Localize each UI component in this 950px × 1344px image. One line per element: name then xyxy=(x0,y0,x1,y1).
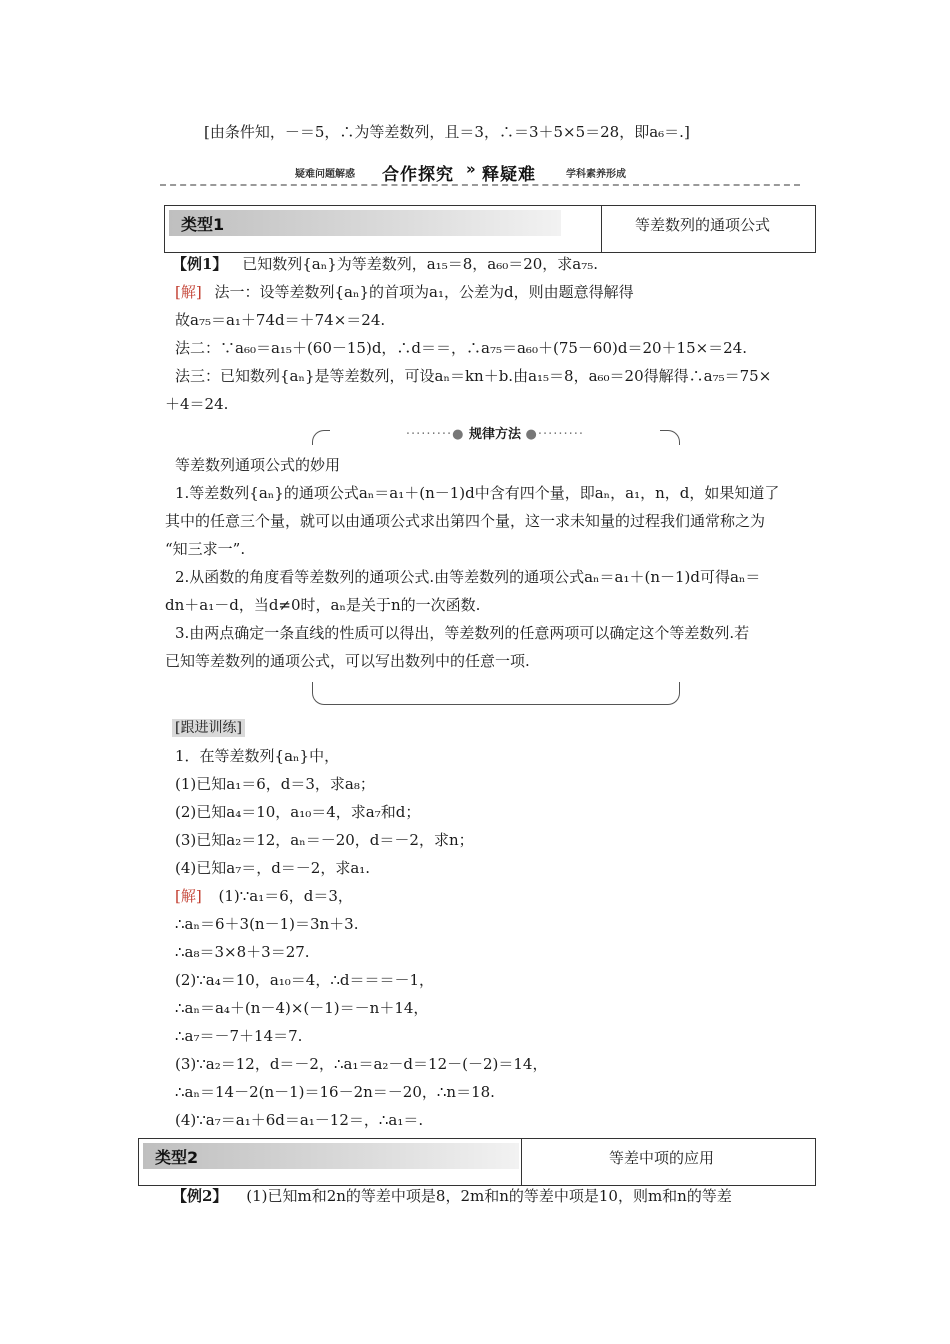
type2-label: 类型2 xyxy=(155,1148,199,1167)
dots-left: ·········● xyxy=(405,427,465,442)
practice-q3: (3)已知a₂＝12，aₙ＝－20，d＝－2，求n； xyxy=(175,831,474,849)
type1-title: 等差数列的通项公式 xyxy=(635,216,771,234)
type2-separator xyxy=(521,1139,522,1185)
header-divider xyxy=(160,184,800,186)
example1-problem-text: 已知数列{aₙ}为等差数列，a₁₅＝8，a₆₀＝20，求a₇₅. xyxy=(242,255,599,273)
example1-line5: ＋4＝24. xyxy=(165,395,229,413)
section-header-band xyxy=(160,160,800,185)
method-heading: 等差数列通项公式的妙用 xyxy=(175,456,341,474)
practice-s7: (3)∵a₂＝12，d＝－2，∴a₁＝a₂－d＝12－(－2)＝14， xyxy=(175,1055,548,1073)
practice-solution-tag: [解] xyxy=(175,887,202,905)
practice-s8: ∴aₙ＝14－2(n－1)＝16－2n＝－20，∴n＝18. xyxy=(175,1083,495,1101)
type1-label: 类型1 xyxy=(181,215,225,234)
type1-separator xyxy=(601,206,602,252)
example1-solution-line1 xyxy=(175,282,634,302)
practice-s9: (4)∵a₇＝a₁＋6d＝a₁－12＝，∴a₁＝. xyxy=(175,1111,424,1129)
example1-line2: 故a₇₅＝a₁＋74d＝＋74×＝24. xyxy=(175,311,386,329)
example1-solution-tag: [解] xyxy=(175,283,202,301)
method-title-bar xyxy=(330,423,660,442)
method-p3-l2: 已知等差数列的通项公式，可以写出数列中的任意一项. xyxy=(165,652,530,670)
practice-intro: 1．在等差数列{aₙ}中， xyxy=(175,747,340,765)
practice-s3: ∴a₈＝3×8＋3＝27. xyxy=(175,943,310,961)
method-p2-l2: dn＋a₁－d，当d≠0时，aₙ是关于n的一次函数. xyxy=(165,596,481,614)
practice-s6: ∴a₇＝－7＋14＝7. xyxy=(175,1027,303,1045)
method-p2-l1: 2.从函数的角度看等差数列的通项公式.由等差数列的通项公式aₙ＝a₁＋(n－1)d可得aₙ＝ xyxy=(175,568,761,586)
practice-q4: (4)已知a₇＝，d＝－2，求a₁. xyxy=(175,859,371,877)
practice-solution-line1 xyxy=(175,886,353,906)
type2-tab xyxy=(143,1143,519,1169)
example1-line1: 法一：设等差数列{aₙ}的首项为a₁，公差为d，则由题意得解得 xyxy=(214,283,634,301)
type2-box xyxy=(138,1138,816,1186)
method-frame-bottom xyxy=(312,682,680,705)
header-right-caption: 学科素养形成 xyxy=(566,169,626,180)
arrow-icon: » xyxy=(466,160,477,178)
example1-line4: 法三：已知数列{aₙ}是等差数列，可设aₙ＝kn＋b.由a₁₅＝8，a₆₀＝20得解得∴a₇₅＝75× xyxy=(175,367,772,385)
example2-text: (1)已知m和2n的等差中项是8，2m和n的等差中项是10，则m和n的等差 xyxy=(246,1187,732,1205)
header-title-right: 释疑难 xyxy=(482,165,536,185)
example1-line3: 法二：∵a₆₀＝a₁₅＋(60－15)d，∴d＝＝，∴a₇₅＝a₆₀＋(75－60)d＝20＋15×＝24. xyxy=(175,339,748,357)
practice-s2: ∴aₙ＝6＋3(n－1)＝3n＋3. xyxy=(175,915,359,933)
method-p1-l3: “知三求一”. xyxy=(165,540,246,558)
practice-s5: ∴aₙ＝a₄＋(n－4)×(－1)＝－n＋14， xyxy=(175,999,429,1017)
header-title-left: 合作探究 xyxy=(382,165,454,185)
example2-line xyxy=(172,1186,732,1206)
type2-title: 等差中项的应用 xyxy=(609,1149,715,1167)
method-p3-l1: 3.由两点确定一条直线的性质可以得出，等差数列的任意两项可以确定这个等差数列.若 xyxy=(175,624,750,642)
method-p1-l2: 其中的任意三个量，就可以由通项公式求出第四个量，这一求未知量的过程我们通常称之为 xyxy=(165,512,766,530)
practice-q1: (1)已知a₁＝6，d＝3，求a₈； xyxy=(175,775,375,793)
header-left-caption: 疑难问题解惑 xyxy=(295,169,355,180)
type1-tab xyxy=(169,210,561,236)
practice-s1: (1)∵a₁＝6，d＝3， xyxy=(218,887,353,905)
intro-line: [由条件知，－＝5，∴为等差数列，且＝3，∴＝3＋5×5＝28，即a₆＝.] xyxy=(204,123,690,141)
method-p1-l1: 1.等差数列{aₙ}的通项公式aₙ＝a₁＋(n－1)d中含有四个量，即aₙ，a₁，n，d，如果知道了 xyxy=(175,484,780,502)
example1-tag: 【例1】 xyxy=(172,255,228,273)
example1-problem xyxy=(172,254,598,274)
type1-box xyxy=(164,205,816,253)
practice-s4: (2)∵a₄＝10，a₁₀＝4，∴d＝＝＝－1， xyxy=(175,971,435,989)
dots-right: ●········· xyxy=(525,427,585,442)
example2-tag: 【例2】 xyxy=(172,1187,228,1205)
practice-q2: (2)已知a₄＝10，a₁₀＝4，求a₇和d； xyxy=(175,803,421,821)
practice-label: [跟进训练] xyxy=(172,719,245,737)
method-title: 规律方法 xyxy=(468,427,521,442)
